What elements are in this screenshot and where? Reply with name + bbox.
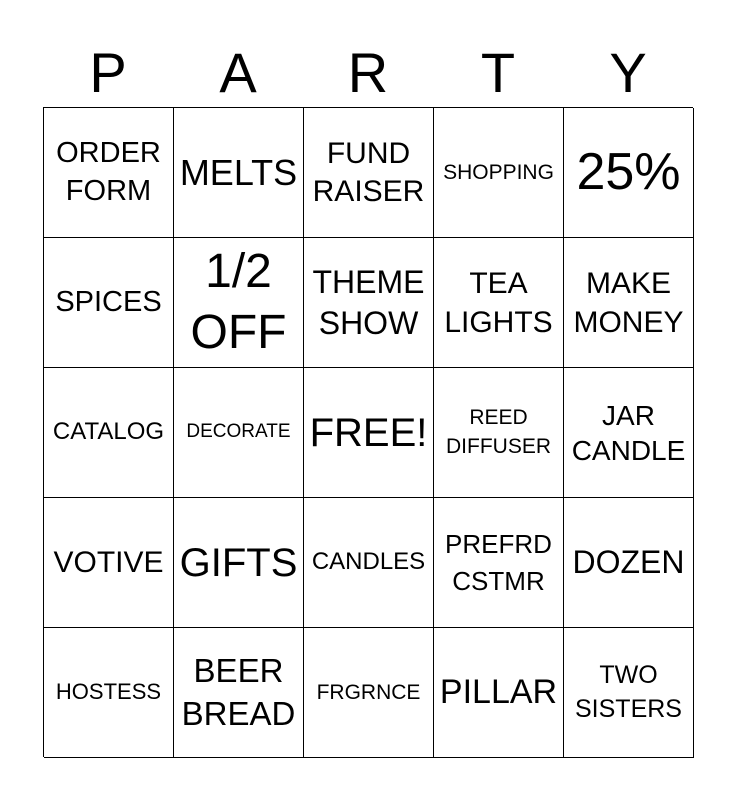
cell-label: VOTIVE — [53, 545, 164, 579]
bingo-cell-candles — [304, 498, 434, 628]
header-letter-r: R — [347, 41, 389, 104]
bingo-cell-melts — [174, 108, 304, 238]
bingo-cell-jar-candle — [564, 368, 694, 498]
bingo-cell-votive — [44, 498, 174, 628]
bingo-cell-pillar — [434, 628, 564, 758]
bingo-cell-reed-diffuser — [434, 368, 564, 498]
cell-label: JAR CANDLE — [571, 399, 686, 466]
bingo-cell-decorate — [174, 368, 304, 498]
cell-label: MELTS — [179, 151, 298, 193]
cell-label: TWO SISTERS — [575, 660, 682, 723]
bingo-cell-dozen — [564, 498, 694, 628]
cell-label: DECORATE — [186, 421, 291, 443]
cell-label: TEA LIGHTS — [444, 266, 553, 339]
cell-label: CANDLES — [311, 548, 426, 576]
bingo-cell-two-sisters — [564, 628, 694, 758]
cell-label: CATALOG — [52, 418, 165, 446]
header-letter-t: T — [480, 41, 516, 104]
bingo-cell-fund-raiser — [304, 108, 434, 238]
bingo-cell-25-percent — [564, 108, 694, 238]
cell-label: GIFTS — [179, 540, 298, 585]
cell-label: DOZEN — [572, 544, 685, 581]
header-letter-y: Y — [609, 41, 647, 104]
bingo-cell-free — [304, 368, 434, 498]
bingo-cell-shopping — [434, 108, 564, 238]
cell-label: FREE! — [309, 410, 428, 455]
cell-label: PREFRD CSTMR — [445, 529, 552, 596]
bingo-cell-gifts — [174, 498, 304, 628]
bingo-cell-beer-bread — [174, 628, 304, 758]
cell-label: HOSTESS — [55, 679, 162, 705]
cell-label: REED DIFFUSER — [446, 406, 551, 458]
bingo-cell-half-off — [174, 238, 304, 368]
bingo-cell-theme-show — [304, 238, 434, 368]
cell-label: THEME SHOW — [312, 263, 425, 341]
bingo-cell-order-form — [44, 108, 174, 238]
bingo-cell-spices — [44, 238, 174, 368]
bingo-cell-tea-lights — [434, 238, 564, 368]
cell-label: FUND RAISER — [312, 137, 425, 208]
cell-label: 1/2 OFF — [190, 244, 287, 359]
bingo-cell-catalog — [44, 368, 174, 498]
cell-label: 25% — [576, 143, 681, 202]
bingo-cell-make-money — [564, 238, 694, 368]
cell-label: BEER BREAD — [181, 651, 296, 732]
header-letter-a: A — [219, 41, 257, 104]
cell-label: SPICES — [55, 286, 162, 319]
bingo-cell-hostess — [44, 628, 174, 758]
cell-label: PILLAR — [439, 673, 558, 712]
bingo-cell-frgrnce — [304, 628, 434, 758]
cell-label: SHOPPING — [443, 160, 554, 184]
cell-label: FRGRNCE — [316, 680, 421, 704]
header-letter-p: P — [89, 41, 127, 104]
bingo-board — [43, 107, 693, 757]
bingo-header — [43, 40, 693, 106]
cell-label: ORDER FORM — [56, 136, 161, 207]
cell-label: MAKE MONEY — [573, 266, 684, 339]
bingo-cell-prefrd-cstmr — [434, 498, 564, 628]
